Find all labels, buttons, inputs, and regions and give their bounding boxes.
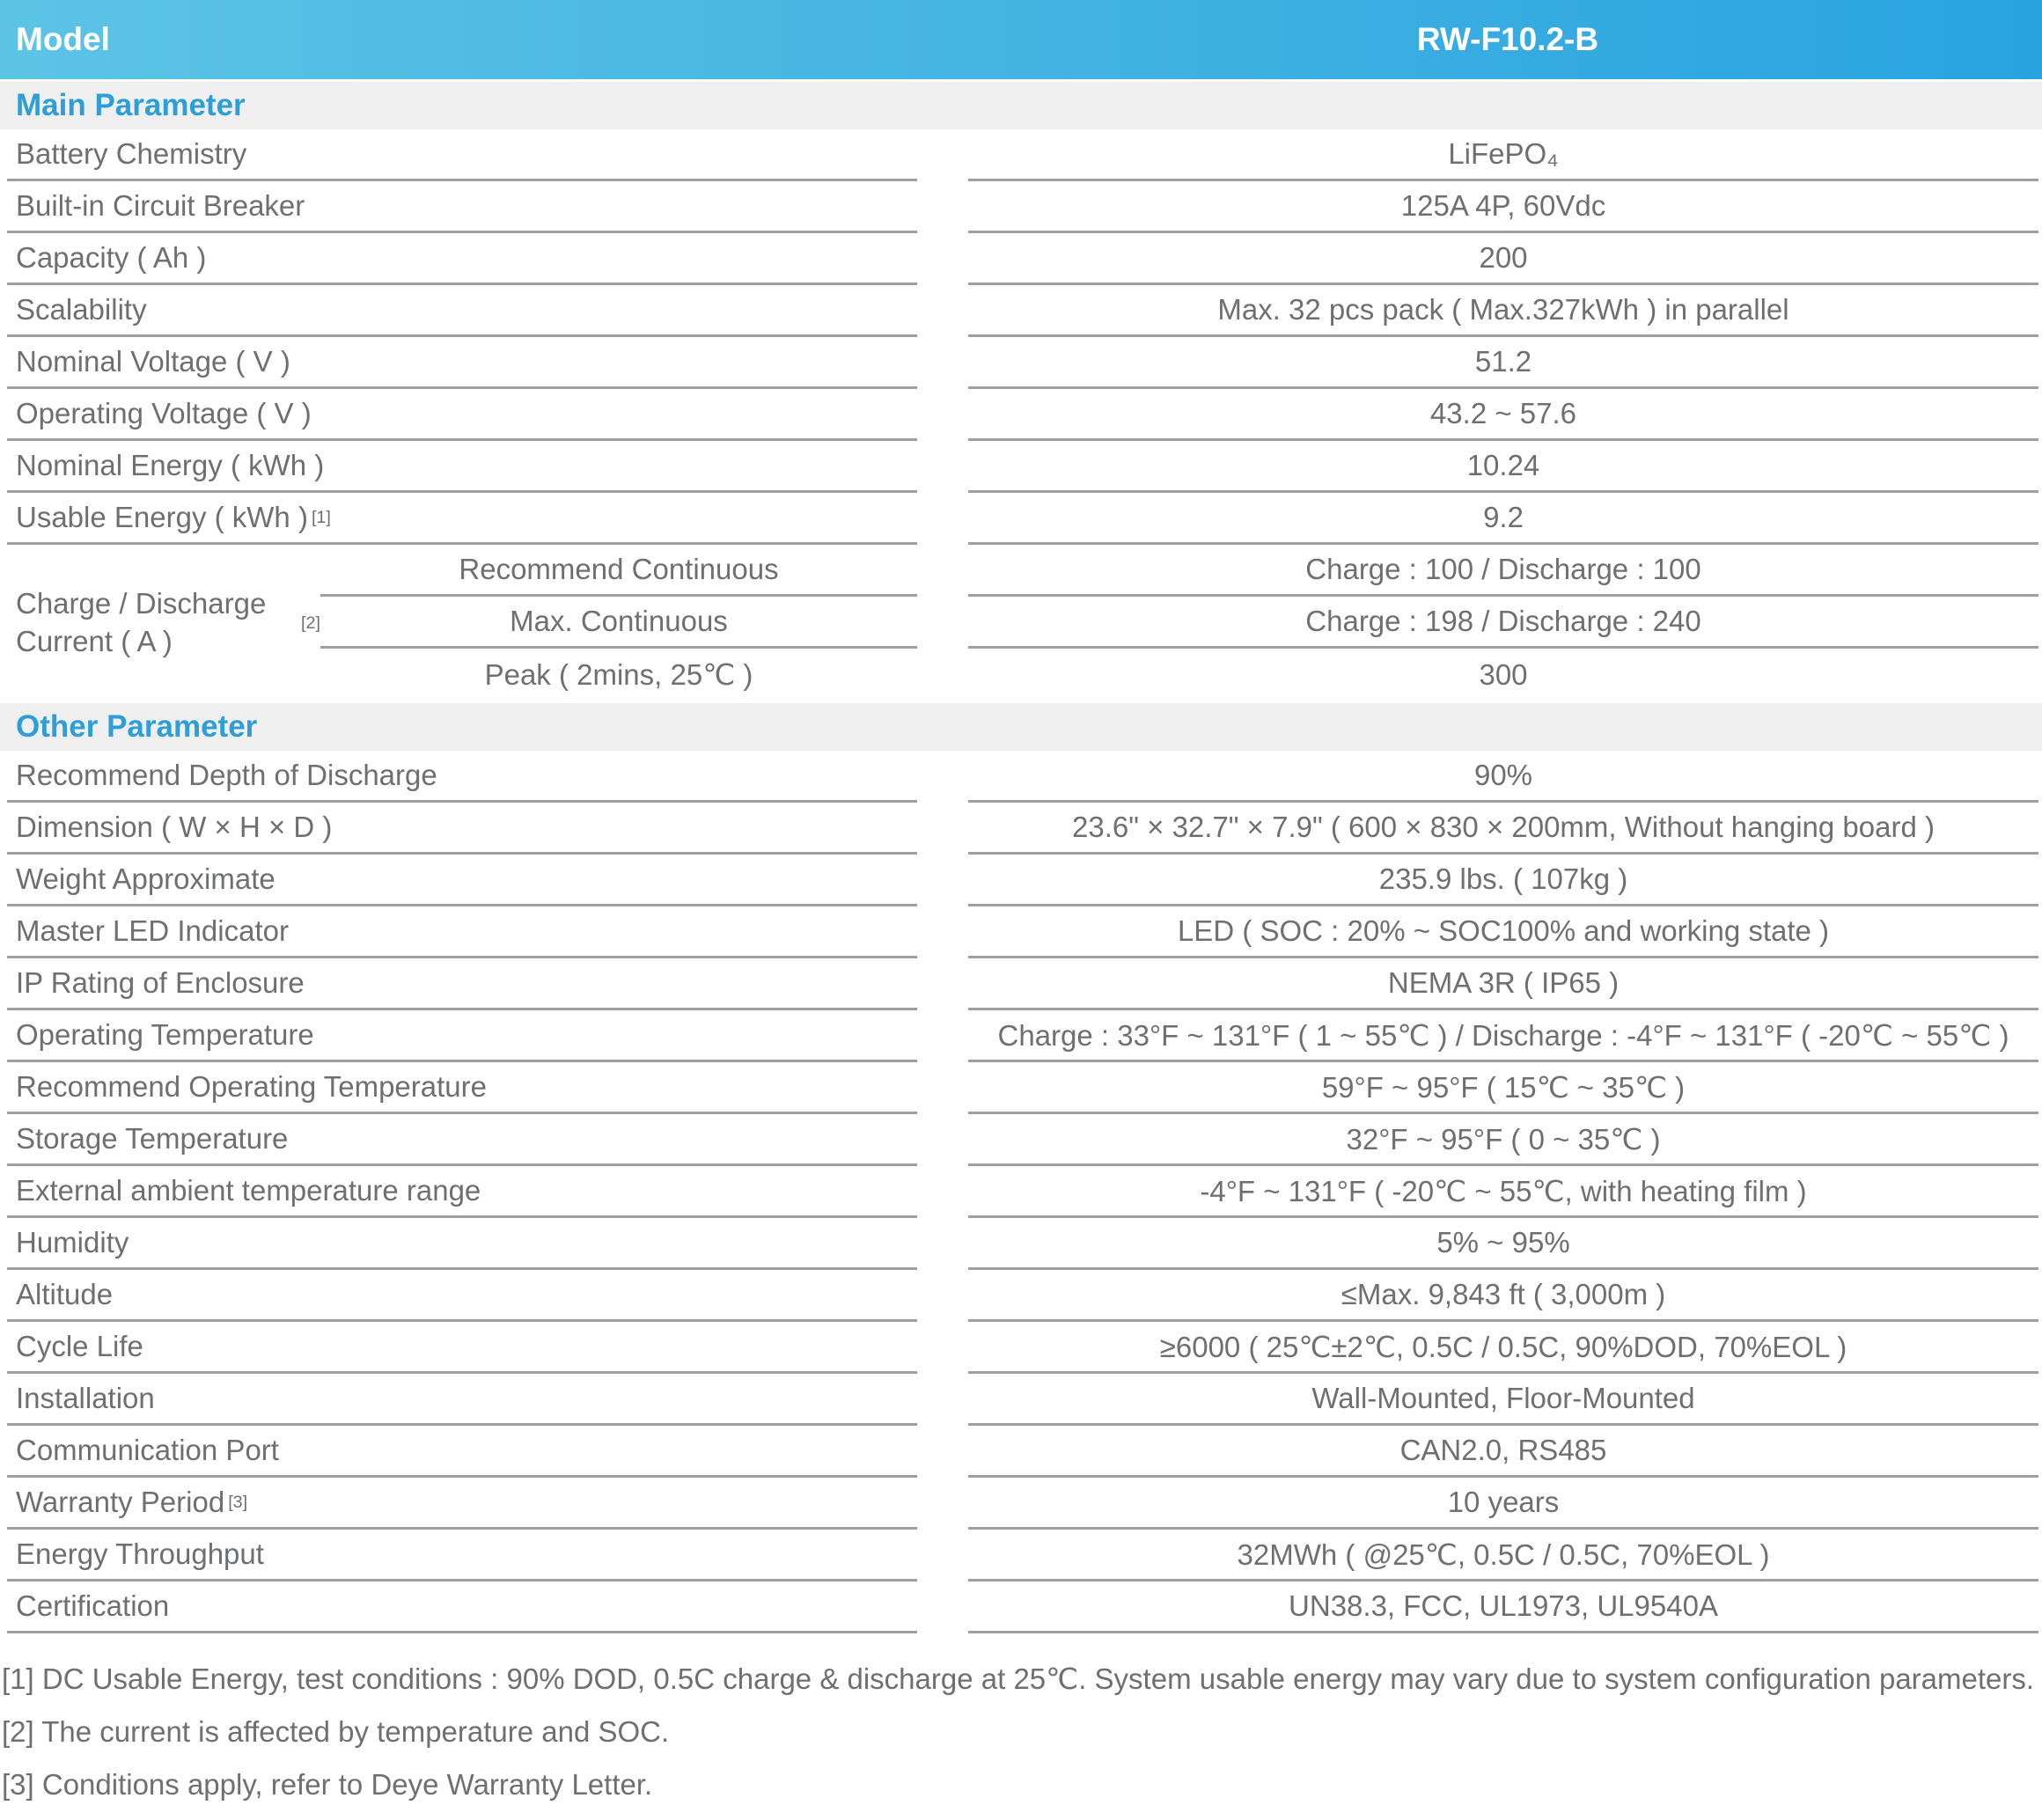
row-label: Communication Port	[7, 1426, 917, 1478]
column-gap	[917, 337, 968, 389]
table-row	[0, 129, 2042, 181]
row-value: 9.2	[968, 493, 2038, 545]
row-label: Warranty Period [3]	[7, 1478, 917, 1530]
column-gap	[917, 1426, 968, 1478]
column-gap	[917, 958, 968, 1010]
column-gap	[917, 855, 968, 906]
row-value: CAN2.0, RS485	[968, 1426, 2038, 1478]
table-row	[0, 751, 2042, 803]
column-gap	[917, 1218, 968, 1270]
sub-row-value: Charge : 198 / Discharge : 240	[968, 597, 2038, 649]
row-value: 5% ~ 95%	[968, 1218, 2038, 1270]
table-row	[0, 337, 2042, 389]
row-label: IP Rating of Enclosure	[7, 958, 917, 1010]
row-value: Charge : 33°F ~ 131°F ( 1 ~ 55℃ ) / Discharge : -4°F ~ 131°F ( -20℃ ~ 55℃ )	[968, 1010, 2038, 1062]
row-label: Altitude	[7, 1270, 917, 1322]
row-value: 90%	[968, 751, 2038, 803]
table-row	[0, 803, 2042, 855]
column-gap	[917, 493, 968, 545]
sub-row-value: Charge : 100 / Discharge : 100	[968, 545, 2038, 597]
sub-value-column	[968, 545, 2038, 701]
table-row	[0, 1218, 2042, 1270]
column-gap	[917, 441, 968, 493]
row-label: Capacity ( Ah )	[7, 233, 917, 285]
row-value: UN38.3, FCC, UL1973, UL9540A	[968, 1581, 2038, 1633]
row-label: Energy Throughput	[7, 1530, 917, 1581]
row-label: External ambient temperature range	[7, 1166, 917, 1218]
column-gap	[917, 545, 968, 701]
column-gap	[917, 1322, 968, 1374]
row-label: Battery Chemistry	[7, 129, 917, 181]
column-gap	[917, 1374, 968, 1426]
table-row	[0, 181, 2042, 233]
row-value: ≥6000 ( 25℃±2℃, 0.5C / 0.5C, 90%DOD, 70%EOL )	[968, 1322, 2038, 1374]
row-value: 10 years	[968, 1478, 2038, 1530]
row-label: Nominal Voltage ( V )	[7, 337, 917, 389]
row-label: Storage Temperature	[7, 1114, 917, 1166]
row-value: 32°F ~ 95°F ( 0 ~ 35℃ )	[968, 1114, 2038, 1166]
table-row	[0, 1478, 2042, 1530]
column-gap	[917, 751, 968, 803]
row-value: 235.9 lbs. ( 107kg )	[968, 855, 2038, 906]
sub-row-label: Recommend Continuous	[320, 545, 917, 597]
row-label: Humidity	[7, 1218, 917, 1270]
row-value: 200	[968, 233, 2038, 285]
row-label: Charge / Discharge Current ( A ) [2]	[16, 586, 320, 657]
row-value: 51.2	[968, 337, 2038, 389]
table-row	[0, 1010, 2042, 1062]
row-label: Nominal Energy ( kWh )	[7, 441, 917, 493]
row-label: Certification	[7, 1581, 917, 1633]
row-value: ≤Max. 9,843 ft ( 3,000m )	[968, 1270, 2038, 1322]
column-gap	[917, 389, 968, 441]
footnote-line: [2] The current is affected by temperature and SOC.	[2, 1715, 670, 1748]
footnote-line: [1] DC Usable Energy, test conditions : 90% DOD, 0.5C charge & discharge at 25℃. System usable energy may vary due to system configuration parameters.	[2, 1662, 2035, 1695]
column-gap	[917, 285, 968, 337]
row-value: 10.24	[968, 441, 2038, 493]
column-gap	[917, 906, 968, 958]
row-label: Operating Temperature	[7, 1010, 917, 1062]
table-row	[0, 1581, 2042, 1633]
table-row	[0, 1062, 2042, 1114]
row-label: Usable Energy ( kWh ) [1]	[7, 493, 917, 545]
footnotes	[0, 1653, 2042, 1811]
spec-table	[0, 82, 2042, 1633]
column-gap	[917, 1270, 968, 1322]
row-label: Master LED Indicator	[7, 906, 917, 958]
sub-row-label: Peak ( 2mins, 25℃ )	[484, 658, 753, 691]
row-label: Installation	[7, 1374, 917, 1426]
table-row	[0, 855, 2042, 906]
table-row	[0, 906, 2042, 958]
row-label: Recommend Depth of Discharge	[7, 751, 917, 803]
row-value: 59°F ~ 95°F ( 15℃ ~ 35℃ )	[968, 1062, 2038, 1114]
table-row	[0, 389, 2042, 441]
table-row	[0, 958, 2042, 1010]
table-row	[0, 233, 2042, 285]
section-title: Main Parameter	[16, 88, 246, 122]
column-gap	[917, 803, 968, 855]
row-value: LiFePO₄	[968, 129, 2038, 181]
column-gap	[917, 1166, 968, 1218]
row-label: Weight Approximate	[7, 855, 917, 906]
column-gap	[917, 1114, 968, 1166]
footnote-line: [3] Conditions apply, refer to Deye Warranty Letter.	[2, 1768, 653, 1801]
model-value: RW-F10.2-B	[1416, 21, 1599, 57]
table-row	[0, 1114, 2042, 1166]
section-header-other-parameter	[0, 703, 2042, 751]
row-value: Max. 32 pcs pack ( Max.327kWh ) in parallel	[968, 285, 2038, 337]
sub-row-label: Max. Continuous	[320, 597, 917, 649]
section-title: Other Parameter	[16, 709, 258, 744]
row-value: LED ( SOC : 20% ~ SOC100% and working state )	[968, 906, 2038, 958]
column-gap	[917, 1062, 968, 1114]
table-row	[0, 1530, 2042, 1581]
row-label: Recommend Operating Temperature	[7, 1062, 917, 1114]
row-label: Scalability	[7, 285, 917, 337]
sub-label-column	[320, 545, 917, 701]
table-row	[0, 285, 2042, 337]
row-value: NEMA 3R ( IP65 )	[968, 958, 2038, 1010]
column-gap	[917, 1530, 968, 1581]
table-row	[0, 1374, 2042, 1426]
table-row	[0, 1322, 2042, 1374]
table-header	[0, 0, 2042, 79]
column-gap	[917, 1478, 968, 1530]
row-value: 23.6" × 32.7" × 7.9" ( 600 × 830 × 200mm, Without hanging board )	[968, 803, 2038, 855]
model-label: Model	[16, 21, 110, 57]
table-row	[0, 1270, 2042, 1322]
row-value: 43.2 ~ 57.6	[968, 389, 2038, 441]
table-row-merged	[0, 545, 2042, 701]
table-row	[0, 1426, 2042, 1478]
row-value: 32MWh ( @25℃, 0.5C / 0.5C, 70%EOL )	[968, 1530, 2038, 1581]
table-row	[0, 493, 2042, 545]
row-value: 125A 4P, 60Vdc	[968, 181, 2038, 233]
section-header-main-parameter	[0, 82, 2042, 129]
column-gap	[917, 1581, 968, 1633]
table-row	[0, 441, 2042, 493]
table-row	[0, 1166, 2042, 1218]
column-gap	[917, 129, 968, 181]
row-label: Dimension ( W × H × D )	[7, 803, 917, 855]
row-label: Cycle Life	[7, 1322, 917, 1374]
column-gap	[917, 233, 968, 285]
row-label: Built-in Circuit Breaker	[7, 181, 917, 233]
row-value: Wall-Mounted, Floor-Mounted	[968, 1374, 2038, 1426]
sub-row-value: 300	[1479, 657, 1528, 691]
column-gap	[917, 181, 968, 233]
column-gap	[917, 1010, 968, 1062]
row-label: Operating Voltage ( V )	[7, 389, 917, 441]
row-value: -4°F ~ 131°F ( -20℃ ~ 55℃, with heating film )	[968, 1166, 2038, 1218]
